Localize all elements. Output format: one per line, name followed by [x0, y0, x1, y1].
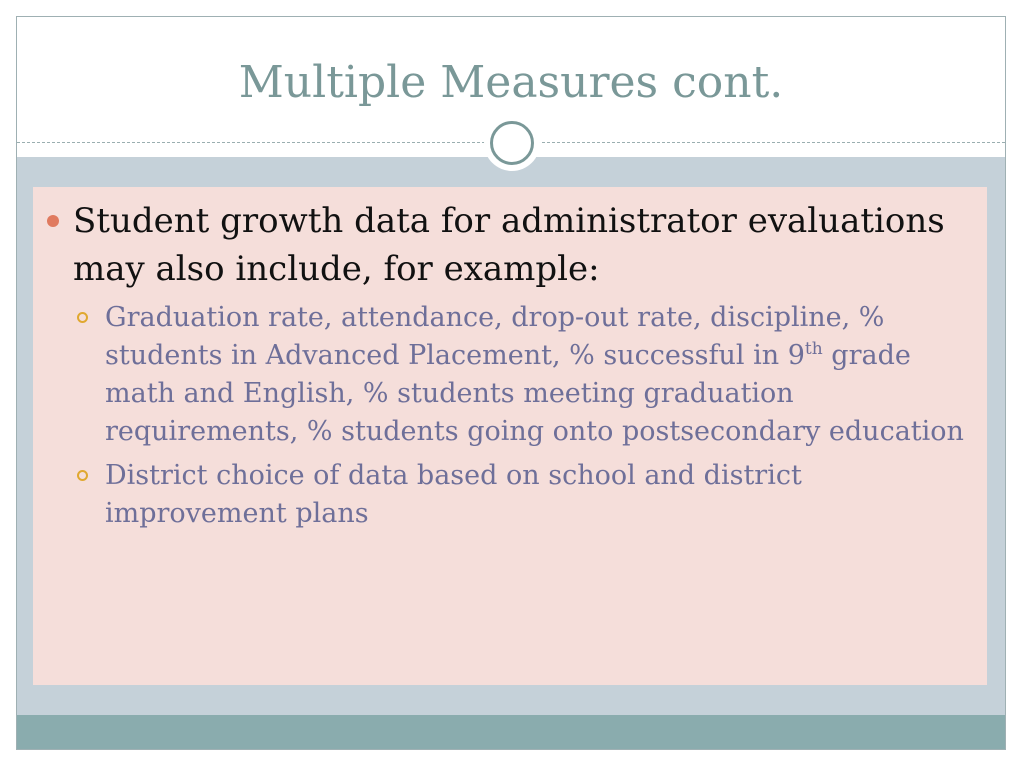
sub-bullet-text: District choice of data based on school and district improvement plans — [105, 460, 802, 529]
sub-bullet-text-part2: grade math and English, % students meeting graduation requirements, % students going onto postsecondary education — [105, 340, 964, 447]
sub-bullet-item — [105, 457, 967, 533]
slide-title: Multiple Measures cont. — [238, 57, 784, 108]
hollow-bullet-icon — [77, 470, 88, 481]
bottom-bar — [17, 715, 1005, 749]
circle-ring-icon — [490, 121, 534, 165]
sub-bullet-list — [105, 299, 967, 533]
slide — [16, 16, 1006, 750]
hollow-bullet-icon — [77, 312, 88, 323]
bullet-item — [73, 197, 967, 293]
bullet-text: Student growth data for administrator evaluations may also include, for example: — [73, 201, 945, 289]
sub-bullet-text-part1: Graduation rate, attendance, drop-out rate, discipline, % students in Advanced Placement, % successful in 9 — [105, 302, 885, 371]
content-area — [33, 187, 987, 685]
sub-bullet-item — [105, 299, 967, 451]
ordinal-superscript: th — [804, 339, 823, 359]
filled-bullet-icon — [47, 215, 59, 227]
